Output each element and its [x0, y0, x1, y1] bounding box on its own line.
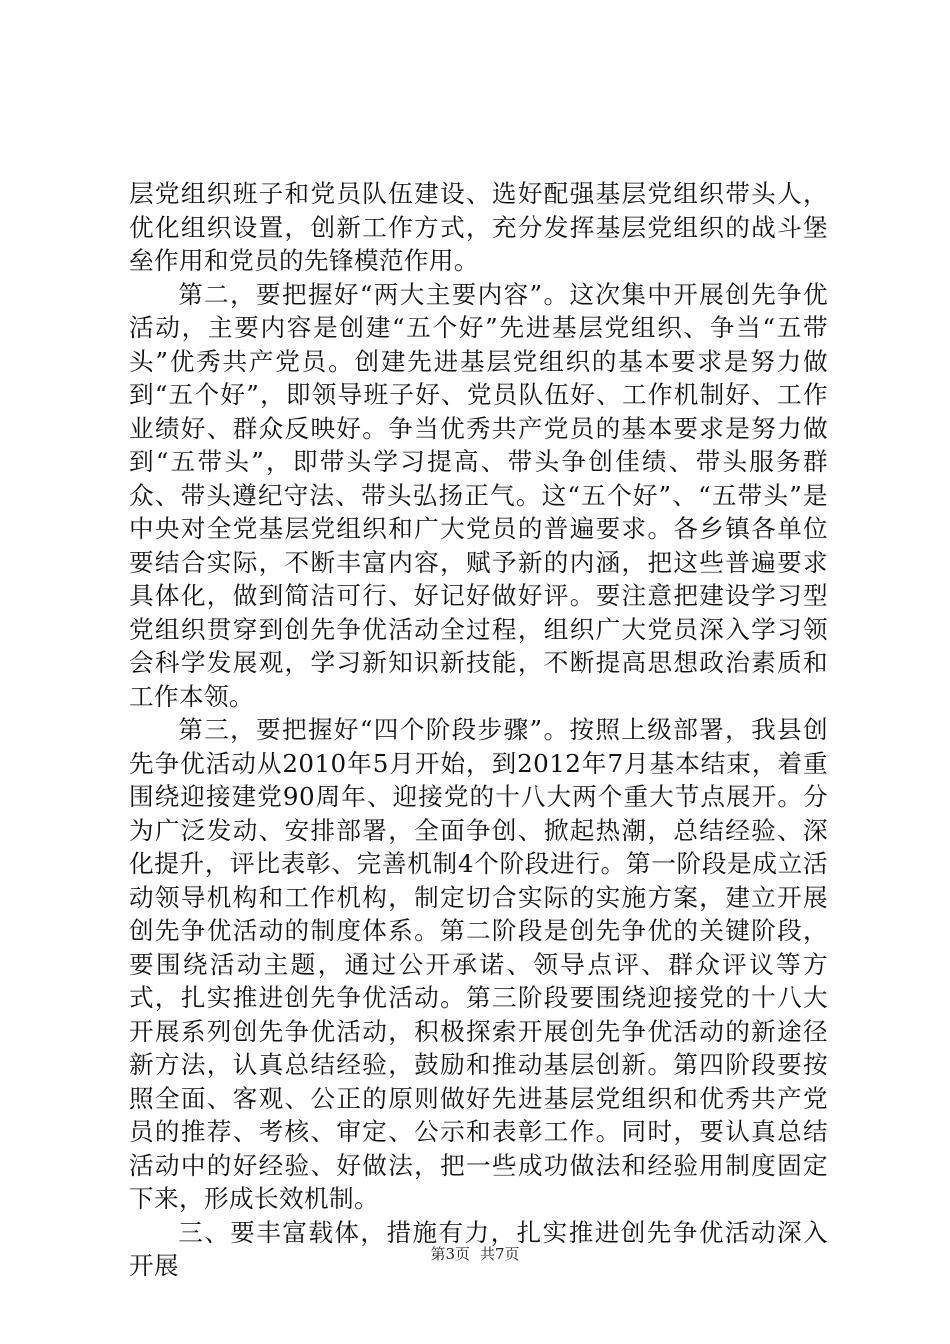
paragraph-four-stages: 第三，要把握好“四个阶段步骤”。按照上级部署，我县创先争优活动从2010年5月开始，到2012年7月基本结束，着重围绕迎接建党90周年、迎接党的十八大两个重大节点展开。分为广泛发动、安排部署，全面争创、掀起热潮，总结经验、深化提升，评比表彰、完善机制4个阶段进行。第一阶段是成立活动领导机构和工作机构，制定切合实际的实施方案，建立开展创先争优活动的制度体系。第二阶段是创先争优的关键阶段，要围绕活动主题，通过公开承诺、领导点评、群众评议等方式，扎实推进创先争优活动。第三阶段要围绕迎接党的十八大开展系列创先争优活动，积极探索开展创先争优活动的新途径新方法，认真总结经验，鼓励和推动基层创新。第四阶段要按照全面、客观、公正的原则做好先进基层党组织和优秀共产党员的推荐、考核、审定、公示和表彰工作。同时，要认真总结活动中的好经验、好做法，把一些成功做法和经验用制度固定下来，形成长效机制。: [129, 715, 828, 1213]
page-number-current: 第3页: [430, 1245, 470, 1263]
paragraph-continuation: 层党组织班子和党员队伍建设、选好配强基层党组织带头人，优化组织设置，创新工作方式，充分发挥基层党组织的战斗堡垒作用和党员的先锋模范作用。: [129, 179, 828, 275]
page-number-total: 共7页: [480, 1245, 520, 1263]
document-body: [129, 177, 828, 1283]
page-footer: [0, 1244, 950, 1264]
section-heading-three: 三、要丰富载体，措施有力，扎实推进创先争优活动深入开展: [129, 1217, 828, 1280]
paragraph-two-main-contents: 第二，要把握好“两大主要内容”。这次集中开展创先争优活动，主要内容是创建“五个好”先进基层党组织、争当“五带头”优秀共产党员。创建先进基层党组织的基本要求是努力做到“五个好”，即领导班子好、党员队伍好、工作机制好、工作业绩好、群众反映好。争当优秀共产党员的基本要求是努力做到“五带头”，即带头学习提高、带头争创佳绩、带头服务群众、带头遵纪守法、带头弘扬正气。这“五个好”、“五带头”是中央对全党基层党组织和广大党员的普遍要求。各乡镇各单位要结合实际，不断丰富内容，赋予新的内涵，把这些普遍要求具体化，做到简洁可行、好记好做好评。要注意把建设学习型党组织贯穿到创先争优活动全过程，组织广大党员深入学习领会科学发展观，学习新知识新技能，不断提高思想政治素质和工作本领。: [129, 279, 828, 711]
